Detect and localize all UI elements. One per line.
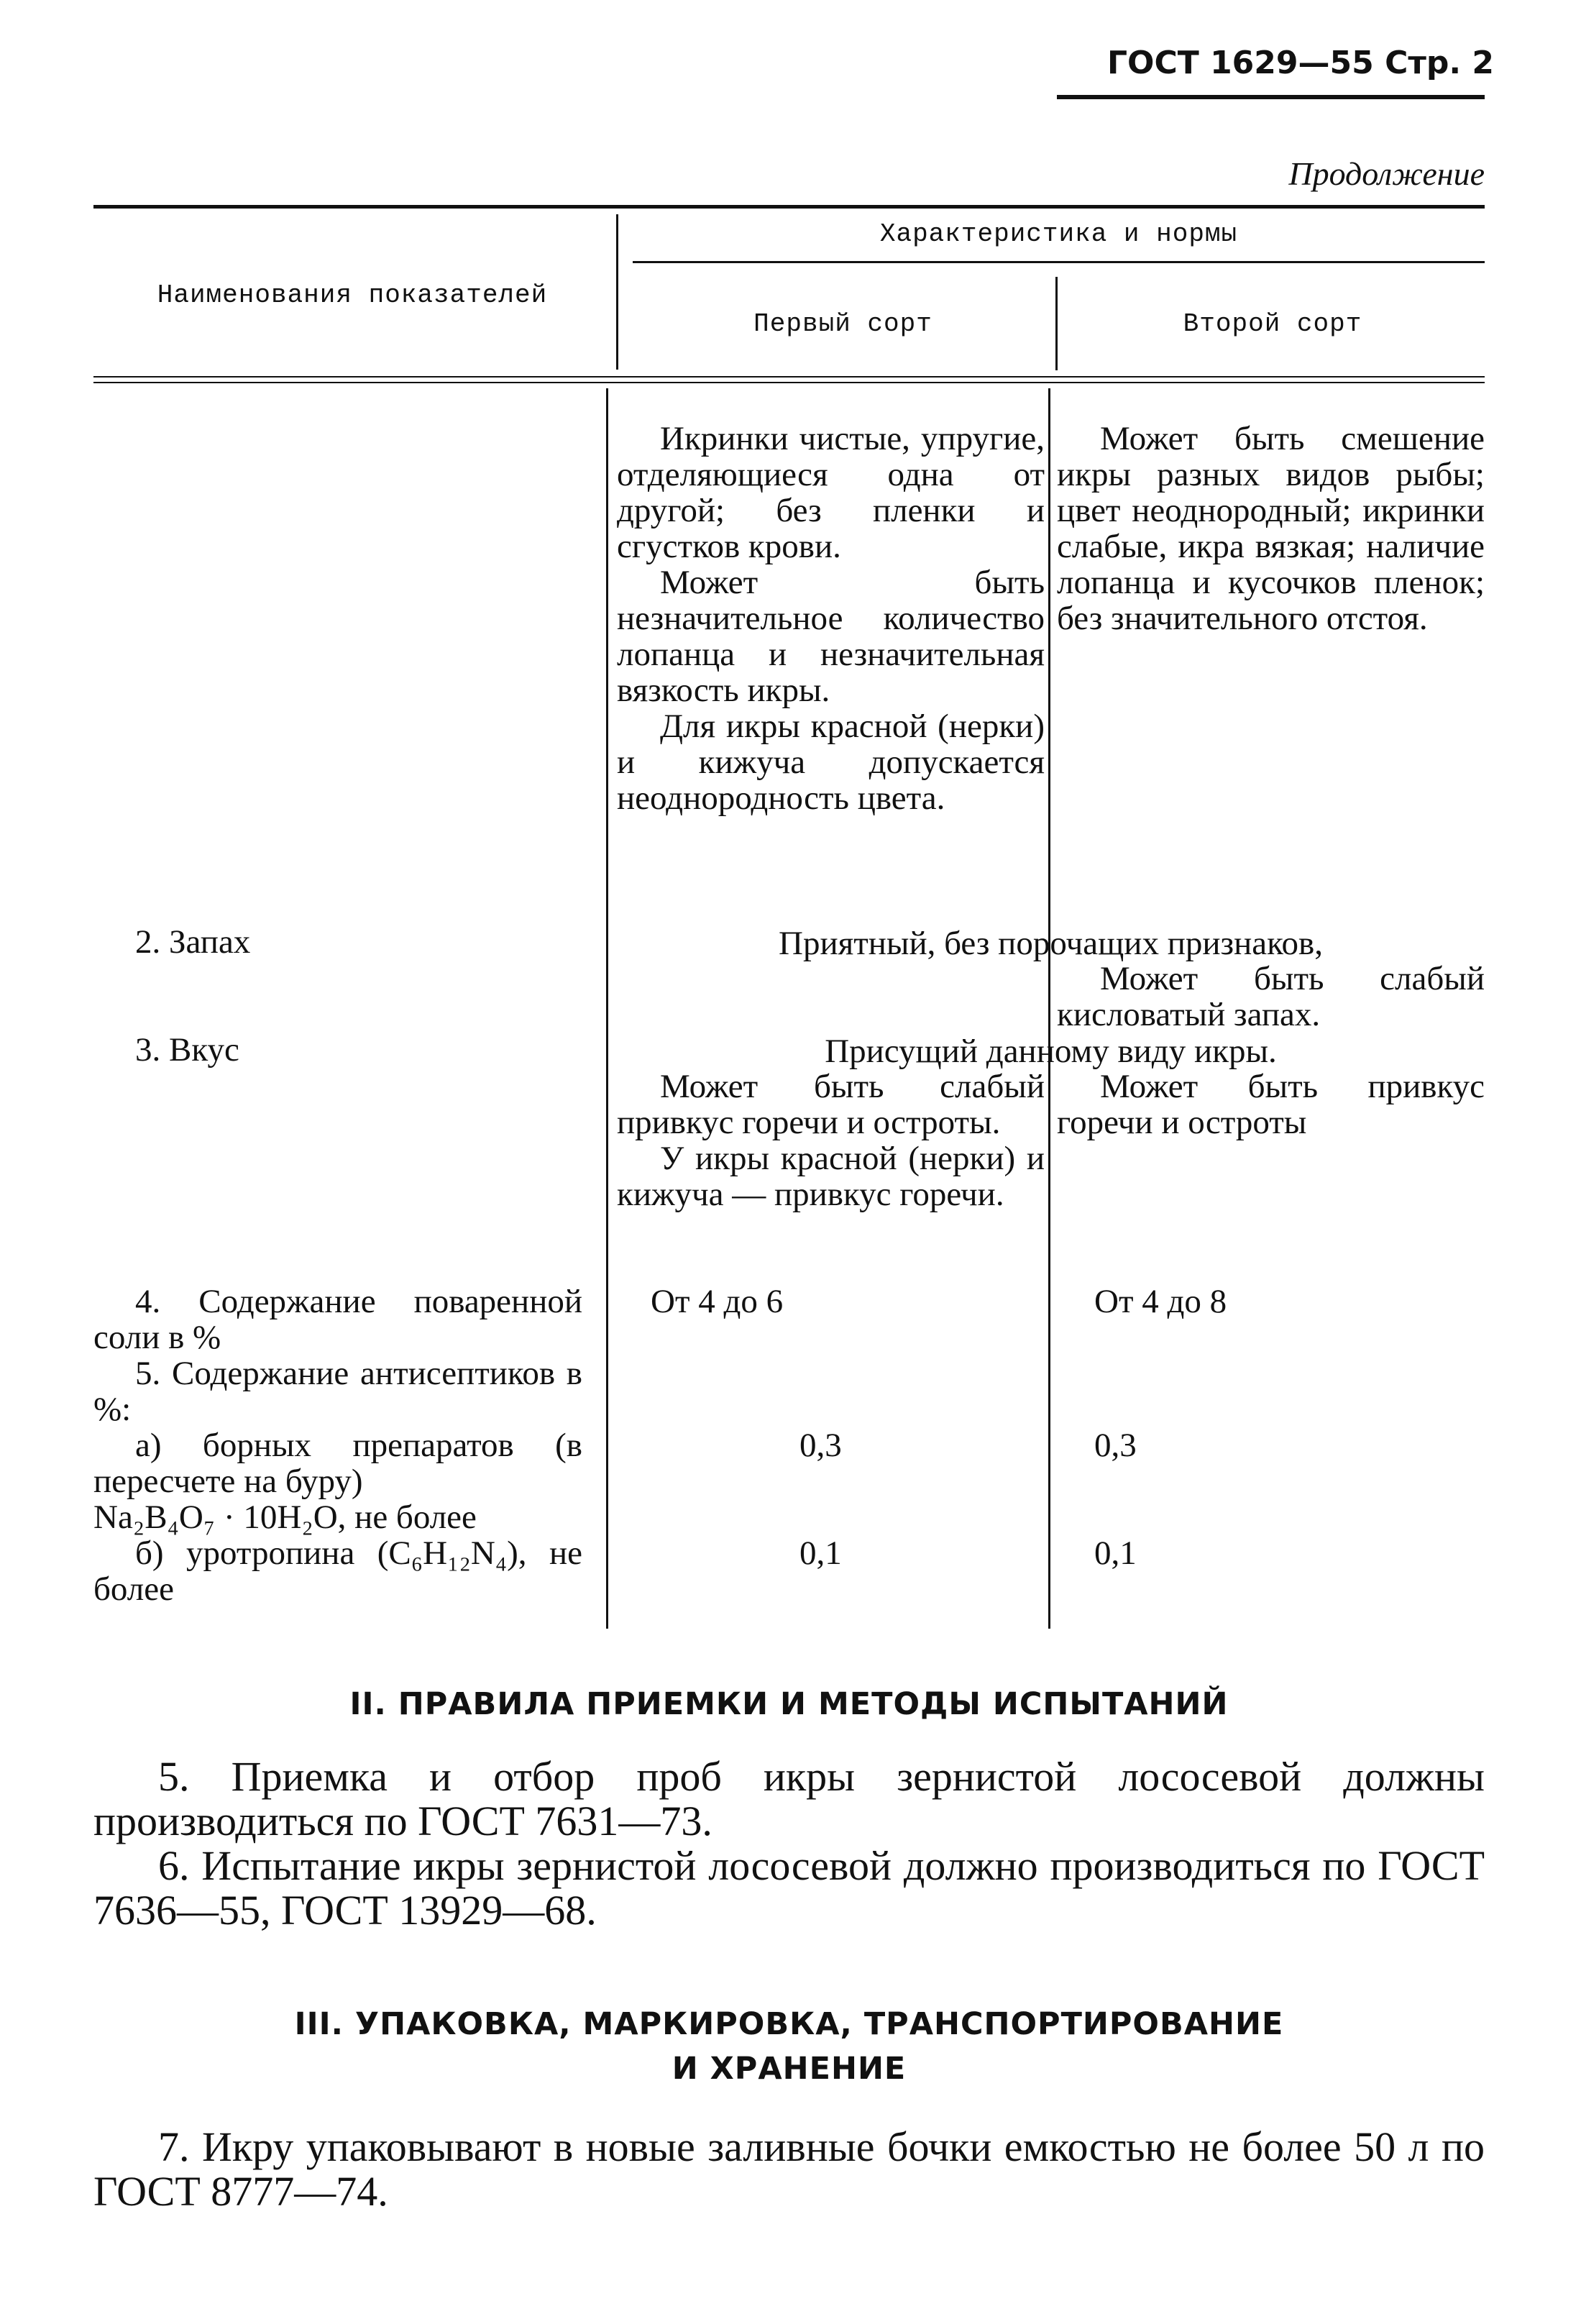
paragraph-7: 7. Икру упаковывают в новые заливные бочки емкостью не более 50 л по ГОСТ 8777—74. (93, 2123, 1485, 2215)
section-2-title: II. ПРАВИЛА ПРИЕМКИ И МЕТОДЫ ИСПЫТАНИЙ (349, 1686, 1229, 1722)
borate-formula: Na₂B₄O₇ · 10H₂O, не более (93, 1499, 477, 1536)
body-divider-1 (606, 388, 608, 1629)
table-header-bottom-rule-1 (93, 376, 1485, 378)
table-header-subrule (633, 261, 1485, 263)
appearance-grade-1 (617, 421, 1045, 816)
table-top-rule (93, 205, 1485, 209)
smell-name: 2. Запах (135, 923, 251, 961)
header-grade-2: Второй сорт (1183, 309, 1362, 339)
salt-name: 4. Содержание поваренной соли в % (93, 1283, 582, 1356)
antiseptics-name: 5. Содержание антисептиков в %: (93, 1355, 582, 1428)
table-header-divider-2 (1055, 277, 1058, 370)
appearance-grade-2-text: Может быть смешение икры разных видов рыбы; цвет неоднородный; икринки слабые, икра вязкая; наличие лопанца и кусочков пленок; без значительного отстоя. (1057, 420, 1485, 637)
borate-name: а) борных препаратов (в пересчете на буру) (93, 1427, 582, 1500)
header-indicator-name: Наименования показателей (157, 280, 548, 310)
urotropine-grade-2: 0,1 (1094, 1534, 1137, 1572)
table-header-bottom-rule-2 (93, 382, 1485, 383)
urotropine-grade-1: 0,1 (799, 1534, 842, 1572)
smell-common: Приятный, без порочащих признаков, (779, 925, 1323, 962)
body-divider-2 (1048, 388, 1050, 1629)
salt-grade-2: От 4 до 8 (1094, 1283, 1227, 1320)
taste-name: 3. Вкус (135, 1031, 239, 1069)
urotropine-name: б) уротропина (C₆H₁₂N₄), не более (93, 1534, 582, 1608)
appearance-grade-1-p3: Для икры красной (нерки) и кижуча допускается неоднородность цвета. (617, 708, 1045, 817)
header-rule (1057, 95, 1485, 99)
header-grade-1: Первый сорт (753, 309, 932, 339)
page-number: Стр. 2 (1385, 45, 1495, 81)
taste-grade-1-p1: Может быть слабый привкус горечи и остроты. (617, 1068, 1045, 1141)
taste-grade-1-p2: У икры красной (нерки) и кижуча — привкус горечи. (617, 1140, 1045, 1213)
continuation-label: Продолжение (1288, 155, 1485, 192)
header-characteristics: Характеристика и нормы (879, 219, 1238, 249)
taste-grade-1 (617, 1069, 1045, 1212)
salt-grade-1: От 4 до 6 (651, 1283, 784, 1320)
section-2-body (93, 1755, 1485, 1933)
taste-grade-2-text: Может быть привкус горечи и остроты (1057, 1068, 1485, 1141)
section-3-title (93, 2006, 1485, 2087)
appearance-grade-1-p2: Может быть незначительное количество лопанца и незначительная вязкость икры. (617, 564, 1045, 709)
taste-common: Присущий данному виду икры. (825, 1033, 1277, 1070)
taste-grade-2 (1057, 1069, 1485, 1140)
smell-grade-2 (1057, 961, 1485, 1033)
section-3-title-line-2: И ХРАНЕНИЕ (672, 2051, 907, 2087)
borate-grade-1: 0,3 (799, 1427, 842, 1464)
borate-grade-2: 0,3 (1094, 1427, 1137, 1464)
page-header (1107, 45, 1494, 81)
table-header-divider-1 (616, 214, 618, 370)
appearance-grade-1-p1: Икринки чистые, упругие, отделяющиеся одна от другой; без пленки и сгустков крови. (617, 420, 1045, 565)
paragraph-6: 6. Испытание икры зернистой лососевой должно производиться по ГОСТ 7636—55, ГОСТ 13929—68. (93, 1842, 1485, 1934)
standard-number: ГОСТ 1629—55 (1107, 45, 1374, 81)
paragraph-5: 5. Приемка и отбор проб икры зернистой лососевой должны производиться по ГОСТ 7631—73. (93, 1753, 1485, 1844)
appearance-grade-2 (1057, 421, 1485, 636)
section-3-title-line-1: III. УПАКОВКА, МАРКИРОВКА, ТРАНСПОРТИРОВАНИЕ (294, 2006, 1284, 2042)
smell-grade-2-text: Может быть слабый кисловатый запах. (1057, 960, 1485, 1033)
section-3-body (93, 2125, 1485, 2214)
